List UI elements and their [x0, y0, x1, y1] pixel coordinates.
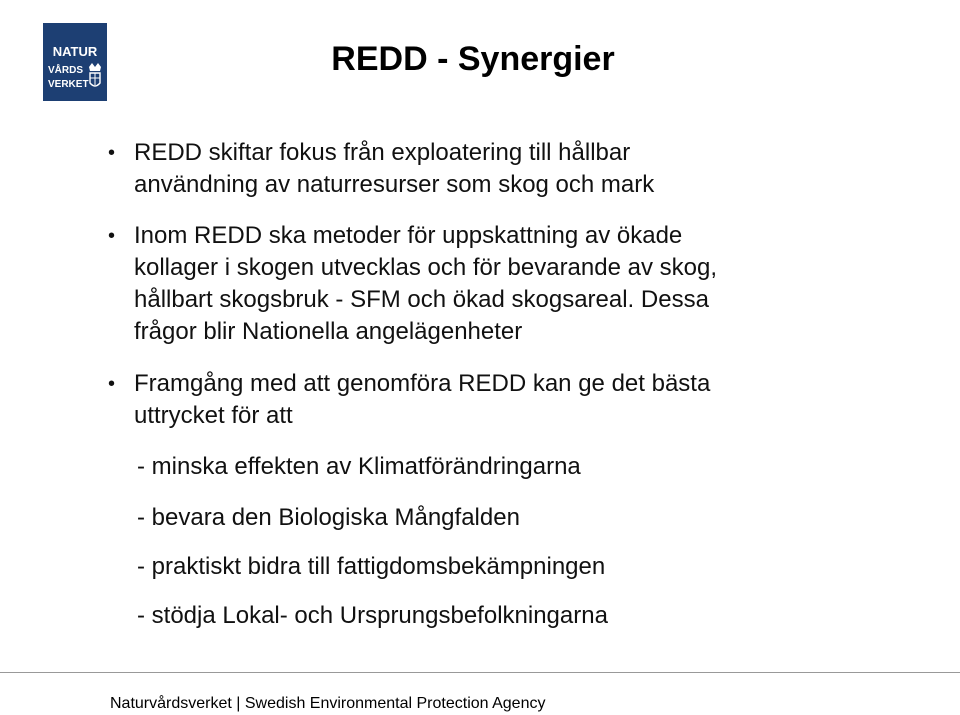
- footer: [0, 673, 960, 715]
- bullet-line: Framgång med att genomföra REDD kan ge det bästa: [134, 370, 711, 397]
- slide-title: REDD - Synergier: [331, 40, 615, 78]
- bullet-line: uttrycket för att: [134, 402, 293, 429]
- bullet-line: hållbart skogsbruk - SFM och ökad skogsareal. Dessa: [134, 286, 709, 313]
- bullet-item: [108, 220, 828, 348]
- bullet-line: REDD skiftar fokus från exploatering till hållbar: [134, 139, 631, 166]
- bullet-line: frågor blir Nationella angelägenheter: [134, 318, 523, 345]
- bullet-line: kollager i skogen utvecklas och för bevarande av skog,: [134, 254, 717, 281]
- sub-item: - minska effekten av Klimatförändringarna: [137, 453, 581, 480]
- bullet-dot-icon: •: [108, 373, 116, 395]
- bullet-dot-icon: •: [108, 225, 116, 247]
- sub-item: - praktiskt bidra till fattigdomsbekämpningen: [137, 553, 606, 580]
- logo-line-3: VERKET: [48, 79, 89, 90]
- bullet-line: användning av naturresurser som skog och mark: [134, 171, 655, 198]
- logo-line-2: VÅRDS: [48, 65, 84, 76]
- bullet-item: [108, 137, 828, 201]
- sub-item: - stödja Lokal- och Ursprungsbefolkningarna: [137, 602, 608, 629]
- sub-item: - bevara den Biologiska Mångfalden: [137, 504, 520, 531]
- bullet-line: Inom REDD ska metoder för uppskattning av ökade: [134, 222, 683, 249]
- footer-text: Naturvårdsverket | Swedish Environmental Protection Agency: [110, 695, 546, 712]
- bullet-item: [108, 368, 828, 432]
- bullet-dot-icon: •: [108, 142, 116, 164]
- logo-line-1: NATUR: [52, 44, 98, 59]
